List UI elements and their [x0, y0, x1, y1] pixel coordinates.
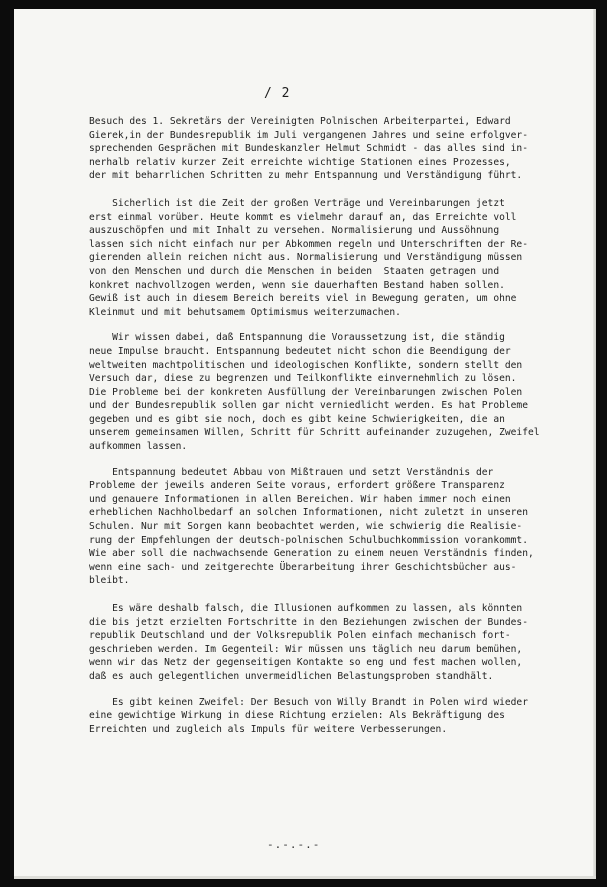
text-line: Gewiß ist auch in diesem Bereich bereits viel in Bewegung geraten, um ohne [89, 293, 517, 305]
text-line: wenn eine sach- und zeitgerechte Überarbeitung ihrer Geschichtsbücher aus- [89, 561, 517, 573]
text-line: und genauere Informationen in allen Bereichen. Wir haben immer noch einen [89, 493, 511, 505]
text-line: Schulen. Nur mit Sorgen kann beobachtet werden, wie schwierig die Realisie- [89, 521, 523, 533]
text-line: wenn wir das Netz der gegenseitigen Kontakte so eng und fest machen wollen, [89, 657, 523, 669]
text-line: auszuschöpfen und mit Inhalt zu versehen. Normalisierung und Aussöhnung [89, 225, 500, 237]
text-line: Besuch des 1. Sekretärs der Vereinigten Polnischen Arbeiterpartei, Edward [89, 116, 511, 127]
text-line: geschrieben werden. Im Gegenteil: Wir müssen uns täglich neu darum bemühen, [89, 643, 523, 655]
text-line: Gierek,in der Bundesrepublik im Juli vergangenen Jahres und seine erfolgver- [89, 129, 528, 141]
text-line: von den Menschen und durch die Menschen in beiden Staaten getragen und [89, 265, 500, 277]
text-line: aufkommen lassen. [89, 441, 188, 453]
text-line: republik Deutschland und der Volksrepublik Polen einfach mechanisch fort- [89, 630, 511, 642]
paragraph [89, 115, 589, 183]
text-line: die bis jetzt erzielten Fortschritte in den Beziehungen zwischen der Bundes- [89, 616, 528, 628]
text-line: neue Impulse braucht. Entspannung bedeutet nicht schon die Beendigung der [89, 345, 511, 357]
text-line: Sicherlich ist die Zeit der großen Verträge und Vereinbarungen jetzt [89, 197, 505, 209]
text-line: Es wäre deshalb falsch, die Illusionen aufkommen zu lassen, als könnten [89, 603, 523, 614]
text-line: Erreichten und zugleich als Impuls für weitere Verbesserungen. [89, 723, 448, 735]
document-page [14, 9, 596, 879]
text-line: Es gibt keinen Zweifel: Der Besuch von Willy Brandt in Polen wird wieder [89, 696, 528, 708]
body-text [89, 115, 589, 750]
text-line: Probleme der jeweils anderen Seite voraus, erfordert größere Transparenz [89, 480, 505, 492]
text-line: unserem gemeinsamen Willen, Schritt für Schritt aufeinander zuzugehen, Zweifel [89, 427, 540, 439]
text-line: eine gewichtige Wirkung in diese Richtung erzielen: Als Bekräftigung des [89, 710, 505, 722]
text-line: sprechenden Gesprächen mit Bundeskanzler Helmut Schmidt - das alles sind in- [89, 143, 528, 155]
text-line: und der Bundesrepublik sollen gar nicht verniedlicht werden. Es hat Probleme [89, 400, 528, 412]
text-line: Die Probleme bei der konkreten Ausfüllung der Vereinbarungen zwischen Polen [89, 386, 523, 398]
scan-edge [14, 876, 596, 879]
text-line: lassen sich nicht einfach nur per Abkommen regeln und Unterschriften der Re- [89, 238, 528, 250]
text-line: daß es auch gelegentlichen unvermeidlichen Belastungsproben standhält. [89, 670, 494, 682]
text-line: erheblichen Nachholbedarf an solchen Informationen, nicht zuletzt in unseren [89, 507, 528, 519]
text-line: Entspannung bedeutet Abbau von Mißtrauen und setzt Verständnis der [89, 466, 494, 478]
text-line: gegeben und es gibt sie noch, doch es gibt keine Schwierigkeiten, die an [89, 413, 505, 425]
text-line: Wir wissen dabei, daß Entspannung die Voraussetzung ist, die ständig [89, 332, 505, 344]
scan-edge [593, 9, 596, 879]
text-line: Versuch dar, diese zu begrenzen und Teilkonflikte einvernehmlich zu lösen. [89, 373, 517, 385]
paragraph [89, 466, 589, 588]
paragraph [89, 197, 589, 319]
text-line: erst einmal vorüber. Heute kommt es vielmehr darauf an, das Erreichte voll [89, 211, 517, 223]
text-line: der mit beharrlichen Schritten zu mehr Entspannung und Verständigung führt. [89, 170, 523, 182]
text-line: weltweiten machtpolitischen und ideologischen Konflikte, sondern stellt den [89, 359, 523, 371]
page-number: / 2 [264, 86, 291, 101]
text-line: gierenden allein reichen nicht aus. Normalisierung und Verständigung müssen [89, 252, 523, 264]
text-line: konkret nachvollzogen werden, wenn sie dauerhaften Bestand haben sollen. [89, 279, 505, 291]
text-line: Kleinmut und mit behutsamem Optimismus weiterzumachen. [89, 306, 401, 318]
text-line: nerhalb relativ kurzer Zeit erreichte wichtige Stationen eines Prozesses, [89, 156, 511, 168]
end-mark: -.-.-.- [267, 838, 321, 851]
paragraph [89, 602, 589, 684]
text-line: bleibt. [89, 575, 130, 587]
paragraph [89, 696, 589, 737]
text-line: Wie aber soll die nachwachsende Generation zu einem neuen Verständnis finden, [89, 548, 534, 560]
paragraph [89, 331, 589, 453]
text-line: rung der Empfehlungen der deutsch-polnischen Schulbuchkommission vorankommt. [89, 534, 528, 546]
